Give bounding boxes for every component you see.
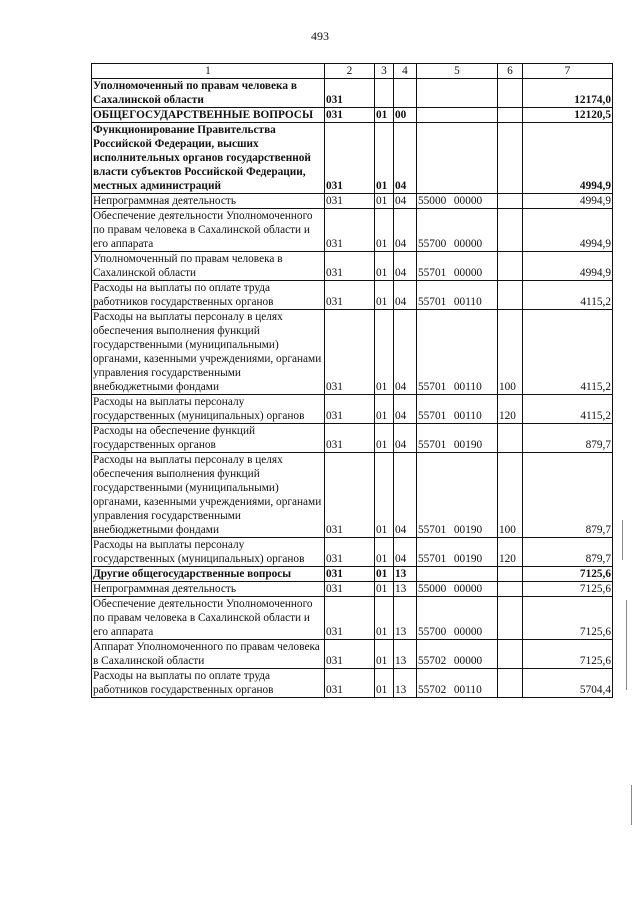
row-section-cell: 01: [375, 209, 394, 252]
row-article-cell: 55700 00000: [417, 597, 498, 640]
row-section-cell: [375, 79, 394, 108]
row-exp-type-cell: 120: [498, 395, 523, 424]
row-exp-type-cell: [498, 252, 523, 281]
row-section-cell: 01: [375, 424, 394, 453]
row-article-cell: [417, 79, 498, 108]
row-exp-type-cell: [498, 123, 523, 194]
row-subsection-cell: 04: [394, 123, 417, 194]
row-subsection-cell: 13: [394, 597, 417, 640]
row-name-cell: Расходы на обеспечение функций государственных органов: [92, 424, 325, 453]
header-cell: 6: [498, 64, 523, 79]
row-name-cell: Расходы на выплаты по оплате труда работников государственных органов: [92, 669, 325, 698]
row-article-cell: 55701 00110: [417, 281, 498, 310]
row-exp-type-cell: 120: [498, 538, 523, 567]
row-subsection-cell: 04: [394, 310, 417, 395]
table-row: [92, 453, 613, 538]
row-amount-cell: 4994,9: [523, 194, 613, 209]
header-cell: 5: [417, 64, 498, 79]
row-section-cell: 01: [375, 567, 394, 582]
row-code-cell: 031: [325, 281, 375, 310]
header-cell: 2: [325, 64, 375, 79]
row-code-cell: 031: [325, 252, 375, 281]
row-exp-type-cell: [498, 194, 523, 209]
row-name-cell: Обеспечение деятельности Уполномоченного по правам человека в Сахалинской области и его аппарата: [92, 597, 325, 640]
table-row: [92, 310, 613, 395]
row-exp-type-cell: [498, 424, 523, 453]
row-article-cell: 55701 00110: [417, 310, 498, 395]
row-code-cell: 031: [325, 582, 375, 597]
row-name-cell: Функционирование Правительства Российской Федерации, высших исполнительных органов государственной власти субъектов Российской Федерации, местных администраций: [92, 123, 325, 194]
page-number: 493: [311, 29, 329, 43]
row-code-cell: 031: [325, 597, 375, 640]
row-exp-type-cell: [498, 281, 523, 310]
row-amount-cell: 879,7: [523, 538, 613, 567]
row-exp-type-cell: [498, 597, 523, 640]
row-subsection-cell: 04: [394, 209, 417, 252]
row-article-cell: 55000 00000: [417, 194, 498, 209]
scan-margin-mark: [631, 785, 632, 825]
row-subsection-cell: 13: [394, 582, 417, 597]
row-article-cell: 55701 00190: [417, 538, 498, 567]
row-code-cell: 031: [325, 108, 375, 123]
row-name-cell: Расходы на выплаты персоналу государственных (муниципальных) органов: [92, 395, 325, 424]
row-amount-cell: 7125,6: [523, 640, 613, 669]
table-row: [92, 424, 613, 453]
row-exp-type-cell: [498, 640, 523, 669]
row-code-cell: 031: [325, 209, 375, 252]
row-exp-type-cell: 100: [498, 453, 523, 538]
row-section-cell: 01: [375, 194, 394, 209]
table-row: [92, 597, 613, 640]
row-exp-type-cell: [498, 582, 523, 597]
row-exp-type-cell: [498, 79, 523, 108]
row-amount-cell: 4994,9: [523, 209, 613, 252]
row-name-cell: Аппарат Уполномоченного по правам человека в Сахалинской области: [92, 640, 325, 669]
row-name-cell: Уполномоченный по правам человека в Сахалинской области: [92, 79, 325, 108]
row-subsection-cell: 13: [394, 640, 417, 669]
row-amount-cell: 12174,0: [523, 79, 613, 108]
row-section-cell: 01: [375, 597, 394, 640]
row-amount-cell: 7125,6: [523, 567, 613, 582]
row-name-cell: Расходы на выплаты по оплате труда работников государственных органов: [92, 281, 325, 310]
row-subsection-cell: 04: [394, 453, 417, 538]
table-row: [92, 194, 613, 209]
row-subsection-cell: 04: [394, 281, 417, 310]
table-row: [92, 79, 613, 108]
table-row: [92, 582, 613, 597]
row-exp-type-cell: [498, 669, 523, 698]
row-section-cell: 01: [375, 281, 394, 310]
row-name-cell: ОБЩЕГОСУДАРСТВЕННЫЕ ВОПРОСЫ: [92, 108, 325, 123]
table-row: [92, 281, 613, 310]
row-section-cell: 01: [375, 640, 394, 669]
row-section-cell: 01: [375, 310, 394, 395]
row-name-cell: Непрограммная деятельность: [92, 194, 325, 209]
table-row: [92, 123, 613, 194]
table-row: [92, 108, 613, 123]
row-section-cell: 01: [375, 395, 394, 424]
table-row: [92, 669, 613, 698]
row-article-cell: 55700 00000: [417, 209, 498, 252]
row-amount-cell: 4994,9: [523, 123, 613, 194]
scan-margin-mark: [626, 600, 627, 690]
row-code-cell: 031: [325, 669, 375, 698]
table-row: [92, 395, 613, 424]
row-article-cell: 55701 00000: [417, 252, 498, 281]
row-article-cell: [417, 108, 498, 123]
row-code-cell: 031: [325, 194, 375, 209]
table-row: [92, 252, 613, 281]
row-article-cell: 55701 00190: [417, 453, 498, 538]
row-name-cell: Расходы на выплаты персоналу в целях обеспечения выполнения функций государственными (муниципальными) органами, казенными учреждениями, органами управления государственными внебюджетными фондами: [92, 453, 325, 538]
row-subsection-cell: 13: [394, 567, 417, 582]
row-article-cell: [417, 123, 498, 194]
row-section-cell: 01: [375, 108, 394, 123]
row-name-cell: Расходы на выплаты персоналу государственных (муниципальных) органов: [92, 538, 325, 567]
row-section-cell: 01: [375, 538, 394, 567]
row-article-cell: [417, 567, 498, 582]
row-subsection-cell: 04: [394, 194, 417, 209]
table-row: [92, 209, 613, 252]
row-exp-type-cell: [498, 209, 523, 252]
row-code-cell: 031: [325, 640, 375, 669]
row-code-cell: 031: [325, 395, 375, 424]
row-subsection-cell: 04: [394, 395, 417, 424]
scan-margin-mark: [622, 520, 623, 560]
row-article-cell: 55701 00110: [417, 395, 498, 424]
header-cell: 3: [375, 64, 394, 79]
row-exp-type-cell: [498, 567, 523, 582]
row-code-cell: 031: [325, 79, 375, 108]
row-code-cell: 031: [325, 310, 375, 395]
row-code-cell: 031: [325, 567, 375, 582]
row-article-cell: 55701 00190: [417, 424, 498, 453]
row-subsection-cell: 04: [394, 424, 417, 453]
row-amount-cell: 4115,2: [523, 281, 613, 310]
budget-table: [91, 63, 613, 698]
row-subsection-cell: 04: [394, 252, 417, 281]
row-subsection-cell: 04: [394, 538, 417, 567]
row-subsection-cell: 13: [394, 669, 417, 698]
row-amount-cell: 879,7: [523, 424, 613, 453]
row-name-cell: Другие общегосударственные вопросы: [92, 567, 325, 582]
row-exp-type-cell: 100: [498, 310, 523, 395]
table-row: [92, 567, 613, 582]
row-name-cell: Уполномоченный по правам человека в Сахалинской области: [92, 252, 325, 281]
row-amount-cell: 4115,2: [523, 310, 613, 395]
row-section-cell: 01: [375, 453, 394, 538]
row-amount-cell: 7125,6: [523, 597, 613, 640]
table-row: [92, 538, 613, 567]
row-code-cell: 031: [325, 123, 375, 194]
row-amount-cell: 5704,4: [523, 669, 613, 698]
row-code-cell: 031: [325, 538, 375, 567]
row-amount-cell: 4115,2: [523, 395, 613, 424]
row-section-cell: 01: [375, 252, 394, 281]
row-section-cell: 01: [375, 582, 394, 597]
row-section-cell: 01: [375, 669, 394, 698]
row-name-cell: Непрограммная деятельность: [92, 582, 325, 597]
row-name-cell: Расходы на выплаты персоналу в целях обеспечения выполнения функций государственными (муниципальными) органами, казенными учреждениями, органами управления государственными внебюджетными фондами: [92, 310, 325, 395]
row-subsection-cell: 00: [394, 108, 417, 123]
table-row: [92, 640, 613, 669]
row-exp-type-cell: [498, 108, 523, 123]
table-header-row: [92, 64, 613, 79]
header-cell: 1: [92, 64, 325, 79]
row-code-cell: 031: [325, 453, 375, 538]
row-article-cell: 55702 00000: [417, 640, 498, 669]
row-subsection-cell: [394, 79, 417, 108]
row-amount-cell: 7125,6: [523, 582, 613, 597]
header-cell: 4: [394, 64, 417, 79]
row-article-cell: 55000 00000: [417, 582, 498, 597]
row-amount-cell: 12120,5: [523, 108, 613, 123]
row-code-cell: 031: [325, 424, 375, 453]
header-cell: 7: [523, 64, 613, 79]
row-amount-cell: 879,7: [523, 453, 613, 538]
row-section-cell: 01: [375, 123, 394, 194]
row-name-cell: Обеспечение деятельности Уполномоченного по правам человека в Сахалинской области и его аппарата: [92, 209, 325, 252]
row-amount-cell: 4994,9: [523, 252, 613, 281]
row-article-cell: 55702 00110: [417, 669, 498, 698]
